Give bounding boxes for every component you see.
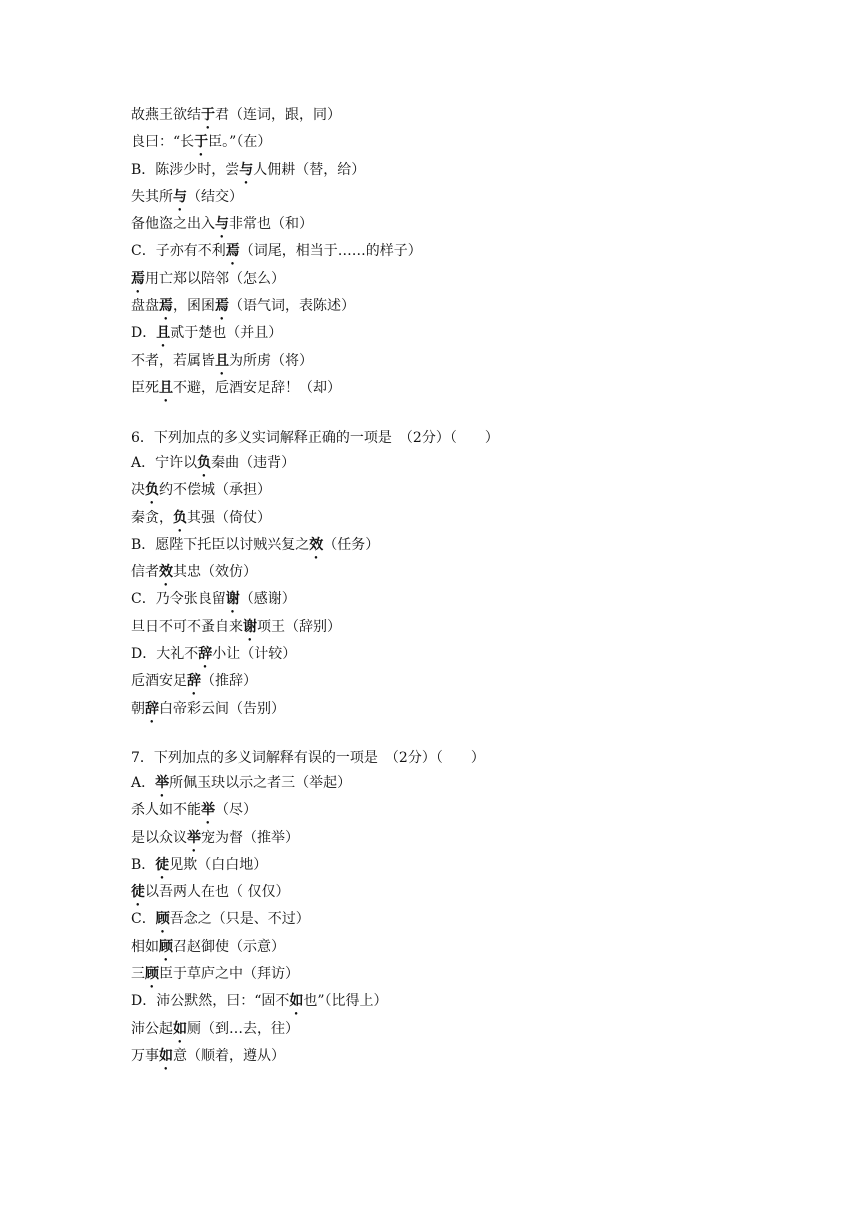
line-text: 盘盘	[131, 298, 159, 315]
question-5-options	[131, 102, 422, 402]
line-text: 万事	[131, 1047, 159, 1064]
option-line	[131, 211, 422, 238]
line-text: 其忠（效仿）	[173, 564, 257, 581]
dotted-keyword: 辞	[145, 700, 159, 717]
option-line	[131, 320, 422, 347]
dotted-keyword: 焉	[159, 298, 173, 315]
dotted-keyword: 谢	[225, 591, 240, 608]
line-text: （尽）	[215, 802, 257, 819]
line-text: D．	[131, 325, 157, 342]
question-stem	[131, 746, 485, 770]
line-text: 不避，卮酒安足辞！（却）	[173, 379, 341, 396]
dotted-keyword: 于	[194, 134, 209, 151]
line-text: 6．下列加点的多义实词解释正确的一项是 （2分）（ ）	[131, 430, 499, 446]
line-text: 秦贪，	[131, 509, 173, 526]
dotted-keyword: 且	[215, 352, 229, 369]
line-text: 三	[131, 966, 145, 983]
dotted-keyword: 与	[173, 188, 187, 205]
option-line	[131, 961, 485, 988]
option-line	[131, 825, 485, 852]
line-text: C．乃令张良留	[131, 591, 226, 608]
dotted-keyword: 焉	[131, 270, 145, 287]
line-text: （词尾，相当于……的样子）	[239, 243, 422, 260]
line-text: 秦曲（违背）	[211, 455, 296, 471]
option-line	[131, 477, 499, 504]
line-text: ，囷囷	[173, 298, 215, 315]
dotted-keyword: 如	[173, 1020, 187, 1037]
line-text: 朝	[131, 700, 145, 717]
question-6	[131, 426, 499, 723]
line-text: 决	[131, 482, 145, 499]
line-text: 项王（辞别）	[257, 618, 341, 635]
option-line	[131, 797, 485, 824]
line-text: 臣于草庐之中（拜访）	[159, 966, 299, 983]
line-text: 臣。”（在）	[208, 134, 272, 151]
option-line	[131, 238, 422, 265]
line-text: 备他盗之出入	[131, 216, 215, 233]
option-line	[131, 852, 485, 879]
option-line	[131, 879, 485, 906]
dotted-keyword: 举	[155, 775, 170, 791]
dotted-keyword: 且	[159, 379, 173, 396]
option-line	[131, 505, 499, 532]
option-line	[131, 641, 499, 668]
option-line	[131, 450, 499, 477]
dotted-keyword: 顾	[159, 938, 173, 955]
option-line	[131, 1043, 485, 1070]
option-line	[131, 129, 422, 156]
line-text: 信者	[131, 564, 159, 581]
dotted-keyword: 辞	[187, 673, 201, 690]
line-text: A．宁许以	[131, 455, 198, 471]
option-line	[131, 696, 499, 723]
line-text: 见欺（白白地）	[169, 856, 268, 873]
line-text: 非常也（和）	[229, 216, 313, 233]
dotted-keyword: 与	[215, 216, 229, 233]
question-7	[131, 746, 485, 1070]
line-text: 故燕王欲结	[131, 107, 201, 123]
line-text: 卮酒安足	[131, 673, 187, 690]
line-text: 臣死	[131, 379, 159, 396]
line-text: 白帝彩云间（告别）	[159, 700, 285, 717]
line-text: 所佩玉玦以示之者三（举起）	[169, 775, 352, 791]
dotted-keyword: 徒	[131, 884, 145, 901]
line-text: 7．下列加点的多义词解释有误的一项是 （2分）（ ）	[131, 750, 485, 766]
dotted-keyword: 负	[197, 455, 212, 471]
line-text: B．陈涉少时，尝	[131, 161, 240, 178]
line-text: 也”（比得上）	[303, 993, 388, 1010]
option-line	[131, 934, 485, 961]
dotted-keyword: 且	[156, 325, 171, 342]
line-text: 召赵御使（示意）	[173, 938, 285, 955]
line-text: 意（顺着，遵从）	[173, 1047, 285, 1064]
line-text: 以吾两人在也（ 仅仅）	[145, 884, 290, 901]
line-text: 失其所	[131, 188, 173, 205]
line-text: 贰于楚也（并且）	[170, 325, 283, 342]
line-text: 旦日不可不蚤自来	[131, 618, 243, 635]
dotted-keyword: 于	[201, 107, 215, 123]
line-text: 厕（到…去，往）	[187, 1020, 299, 1037]
dotted-keyword: 效	[159, 564, 173, 581]
option-line	[131, 532, 499, 559]
option-line	[131, 1016, 485, 1043]
option-line	[131, 559, 499, 586]
line-text: 为所虏（将）	[229, 352, 313, 369]
line-text: 约不偿城（承担）	[159, 482, 271, 499]
line-text: D．沛公默然，曰：“固不	[131, 993, 290, 1010]
dotted-keyword: 如	[159, 1047, 173, 1064]
line-text: 吾念之（只是、不过）	[169, 911, 310, 928]
line-text: （语气词，表陈述）	[229, 298, 355, 315]
dotted-keyword: 谢	[243, 618, 257, 635]
option-line	[131, 614, 499, 641]
option-line	[131, 184, 422, 211]
line-text: 用亡郑以陪邻（怎么）	[145, 270, 285, 287]
dotted-keyword: 举	[201, 802, 215, 819]
option-line	[131, 157, 422, 184]
option-line	[131, 668, 499, 695]
line-text: 杀人如不能	[131, 802, 201, 819]
option-line	[131, 293, 422, 320]
line-text: 是以众议	[131, 829, 187, 846]
line-text: 人佣耕（替，给）	[253, 161, 366, 178]
dotted-keyword: 负	[173, 509, 187, 526]
option-line	[131, 906, 485, 933]
line-text: 小让（计较）	[212, 646, 297, 663]
line-text: C．	[131, 911, 156, 928]
option-line	[131, 102, 422, 129]
line-text: 其强（倚仗）	[187, 509, 271, 526]
dotted-keyword: 辞	[198, 646, 213, 663]
option-line	[131, 770, 485, 797]
line-text: B．	[131, 856, 156, 873]
line-text: B．愿陛下托臣以讨贼兴复之	[131, 536, 310, 553]
line-text: C．子亦有不利	[131, 243, 226, 260]
dotted-keyword: 举	[187, 829, 201, 846]
line-text: （结交）	[187, 188, 243, 205]
dotted-keyword: 负	[145, 482, 159, 499]
option-line	[131, 266, 422, 293]
line-text: （感谢）	[239, 591, 296, 608]
option-line	[131, 988, 485, 1015]
dotted-keyword: 顾	[145, 966, 159, 983]
dotted-keyword: 徒	[155, 856, 170, 873]
dotted-keyword: 效	[309, 536, 324, 553]
line-text: （推辞）	[201, 673, 257, 690]
line-text: 君（连词，跟，同）	[215, 107, 341, 123]
option-line	[131, 348, 422, 375]
dotted-keyword: 顾	[155, 911, 170, 928]
line-text: 宠为督（推举）	[201, 829, 299, 846]
dotted-keyword: 与	[239, 161, 254, 178]
dotted-keyword: 焉	[215, 298, 229, 315]
line-text: D．大礼不	[131, 646, 199, 663]
option-line	[131, 586, 499, 613]
line-text: （任务）	[323, 536, 380, 553]
line-text: A．	[131, 775, 156, 791]
line-text: 相如	[131, 938, 159, 955]
line-text: 沛公起	[131, 1020, 173, 1037]
line-text: 不者，若属皆	[131, 352, 215, 369]
line-text: 良曰：“长	[131, 134, 195, 151]
dotted-keyword: 焉	[225, 243, 240, 260]
option-line	[131, 375, 422, 402]
dotted-keyword: 如	[289, 993, 304, 1010]
question-stem	[131, 426, 499, 450]
